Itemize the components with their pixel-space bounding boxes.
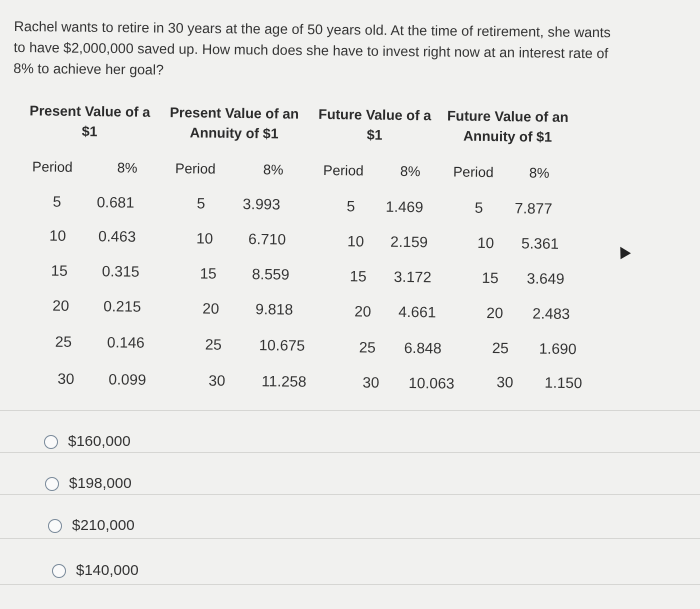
factor-cell: 3.649	[526, 270, 565, 288]
table-title-line: Future Value of an	[447, 107, 569, 125]
period-cell: 30	[362, 374, 380, 392]
answer-option[interactable]	[44, 433, 131, 450]
question-line: to have $2,000,000 saved up. How much does she have to invest right now at an interest rate of	[13, 38, 609, 62]
column-header-rate: 8%	[400, 162, 421, 180]
factor-cell: 2.159	[390, 233, 428, 252]
divider	[0, 494, 700, 495]
option-label: $160,000	[68, 433, 131, 450]
period-cell: 15	[349, 268, 367, 286]
factor-cell: 0.463	[98, 228, 136, 246]
factor-cell: 1.690	[538, 340, 577, 359]
question-line: 8% to achieve her goal?	[13, 59, 164, 78]
option-label: $140,000	[76, 562, 139, 579]
question-text	[13, 16, 674, 86]
period-cell: 20	[202, 300, 220, 318]
divider	[0, 538, 700, 539]
divider	[0, 410, 700, 411]
period-cell: 25	[54, 333, 72, 351]
radio-button-icon[interactable]	[52, 564, 66, 578]
factor-cell: 4.661	[398, 303, 437, 322]
period-cell: 25	[204, 336, 222, 354]
period-cell: 20	[486, 304, 504, 323]
period-cell: 10	[347, 233, 365, 251]
table-future-value-annuity	[437, 105, 577, 147]
factor-cell: 0.315	[101, 263, 140, 281]
factor-cell: 2.483	[532, 305, 571, 323]
option-label: $198,000	[69, 475, 132, 492]
table-title-line: $1	[366, 126, 383, 143]
column-header-period: Period	[32, 158, 73, 175]
period-cell: 20	[52, 297, 70, 315]
column-header-rate: 8%	[529, 164, 550, 181]
factor-cell: 6.710	[248, 231, 286, 249]
period-cell: 25	[491, 340, 509, 358]
divider	[0, 452, 700, 453]
table-title	[309, 104, 439, 146]
column-header-period: Period	[175, 160, 216, 177]
period-cell: 5	[346, 198, 356, 216]
period-cell: 10	[196, 230, 214, 248]
period-cell: 15	[199, 265, 217, 283]
factor-cell: 0.681	[96, 194, 135, 212]
factor-cell: 3.993	[242, 195, 281, 214]
table-present-value-single	[20, 100, 160, 142]
period-cell: 15	[50, 262, 68, 280]
factor-cell: 3.172	[393, 268, 432, 287]
period-cell: 20	[354, 303, 372, 321]
column-header-period: Period	[453, 163, 494, 181]
factor-cell: 7.877	[514, 200, 553, 218]
table-present-value-annuity	[161, 102, 306, 144]
table-title	[20, 100, 160, 142]
question-line: Rachel wants to retire in 30 years at the age of 50 years old. At the time of retirement, she wants	[13, 17, 611, 41]
table-title	[161, 102, 306, 144]
column-header-rate: 8%	[117, 159, 138, 176]
table-title-line: Annuity of $1	[463, 127, 553, 145]
period-cell: 10	[477, 234, 495, 253]
divider	[0, 584, 700, 585]
option-label: $210,000	[72, 517, 135, 534]
table-title-line: Present Value of an	[169, 104, 300, 122]
period-cell: 5	[474, 199, 484, 217]
table-future-value-single	[309, 104, 439, 146]
factor-cell: 1.469	[385, 198, 424, 217]
column-header-rate: 8%	[263, 161, 284, 178]
period-cell: 15	[481, 269, 499, 288]
table-title-line: Present Value of a	[29, 102, 151, 120]
factor-cell: 6.848	[403, 339, 442, 358]
factor-cell: 0.215	[103, 298, 142, 316]
factor-tables	[0, 100, 700, 409]
table-title-line: $1	[81, 123, 98, 140]
factor-cell: 0.146	[106, 334, 145, 352]
factor-cell: 11.258	[261, 373, 307, 391]
factor-cell: 5.361	[521, 235, 559, 253]
period-cell: 25	[358, 339, 376, 357]
radio-button-icon[interactable]	[45, 477, 59, 491]
factor-cell: 9.818	[255, 301, 294, 319]
table-title-line: Future Value of a	[318, 105, 432, 124]
answer-option[interactable]	[45, 475, 132, 492]
radio-button-icon[interactable]	[44, 435, 58, 449]
table-title	[437, 105, 577, 147]
answer-option[interactable]	[48, 517, 135, 534]
factor-cell: 8.559	[251, 266, 290, 284]
period-cell: 30	[57, 370, 75, 388]
period-cell: 30	[496, 374, 514, 392]
factor-cell: 10.063	[408, 375, 455, 393]
factor-cell: 0.099	[108, 371, 147, 389]
answer-option[interactable]	[52, 562, 139, 579]
factor-cell: 10.675	[258, 337, 306, 355]
radio-button-icon[interactable]	[48, 519, 62, 533]
column-header-period: Period	[323, 161, 364, 179]
period-cell: 5	[52, 193, 62, 211]
period-cell: 5	[196, 195, 206, 213]
factor-cell: 1.150	[544, 374, 583, 393]
table-title-line: Annuity of $1	[189, 124, 279, 142]
period-cell: 30	[208, 372, 226, 390]
period-cell: 10	[49, 227, 67, 245]
